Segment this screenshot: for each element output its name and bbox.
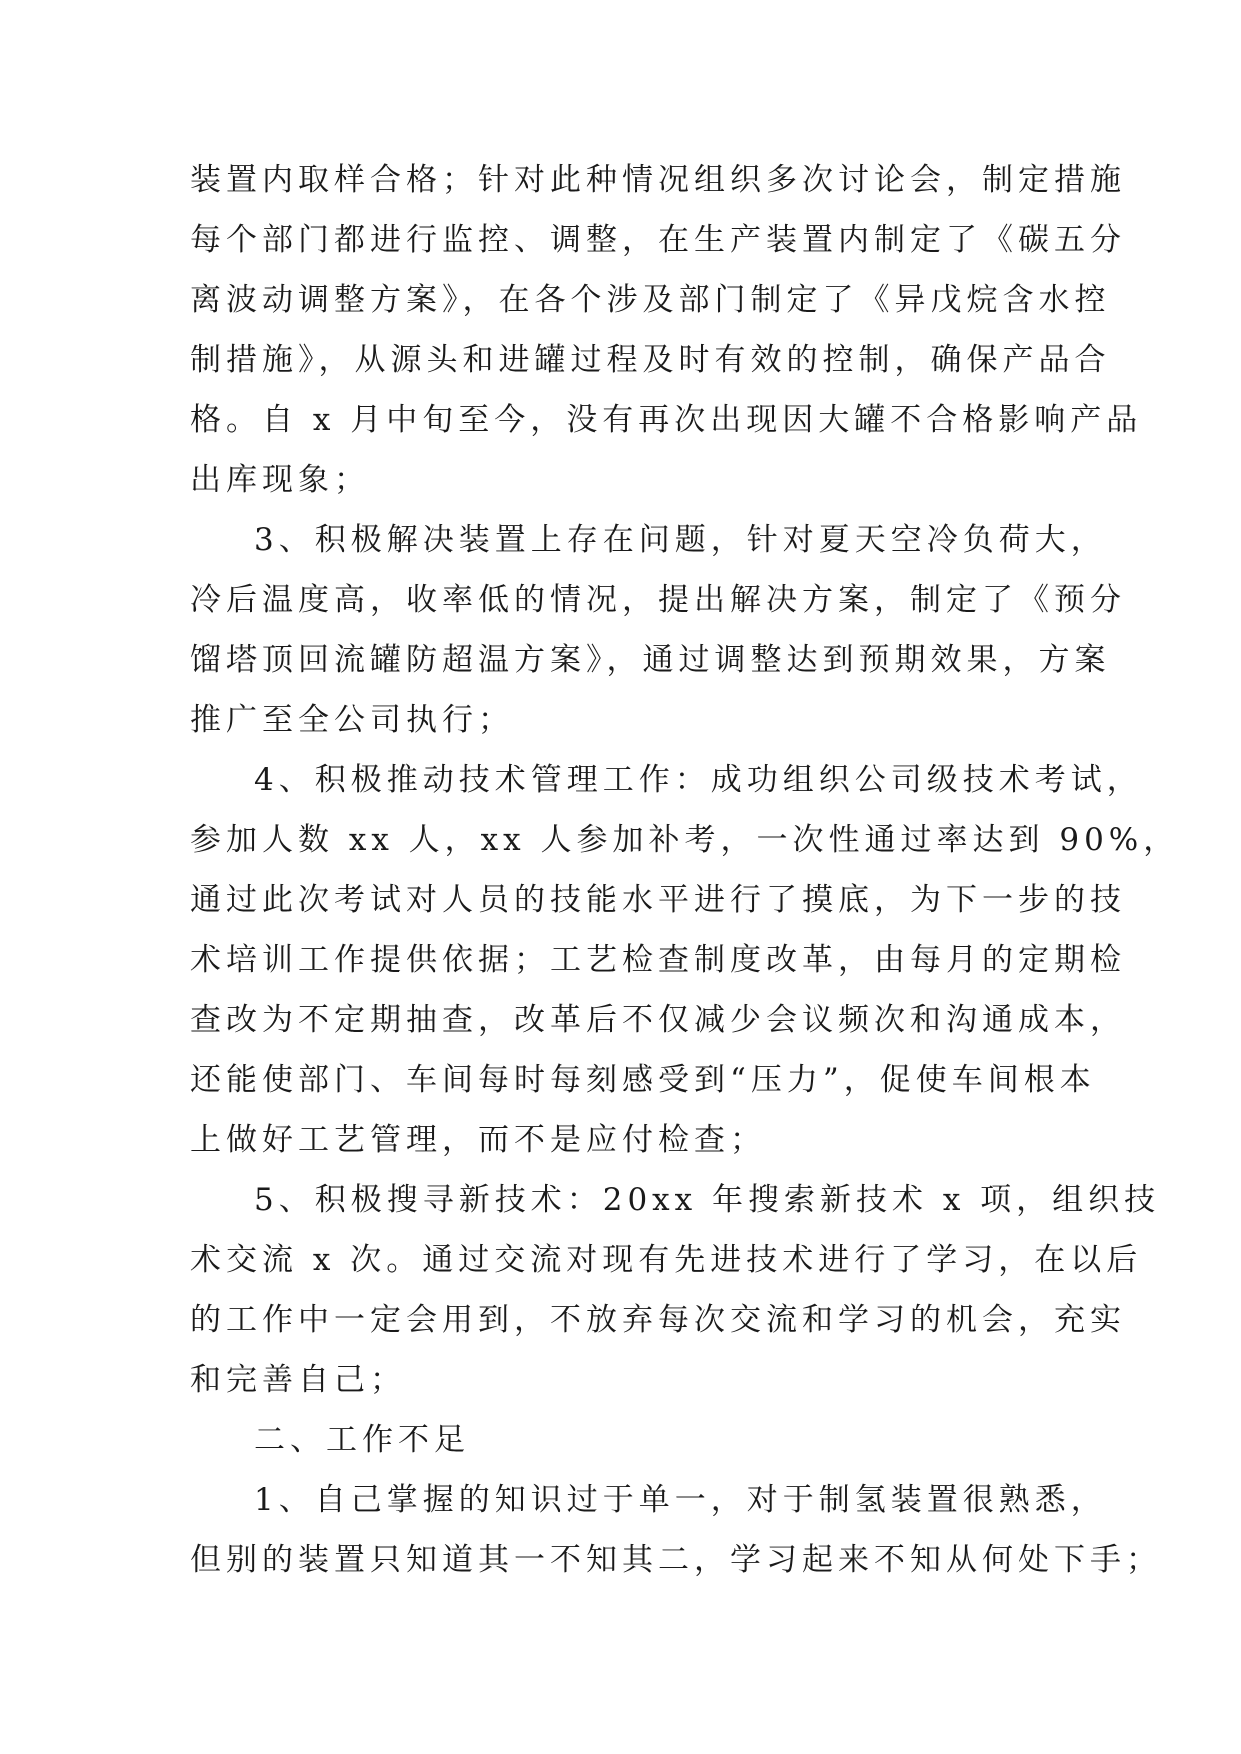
paragraph-start-line: 5、积极搜寻新技术：20xx 年搜索新技术 x 项，组织技 <box>254 1182 1161 1218</box>
text-line: 查改为不定期抽查，改革后不仅减少会议频次和沟通成本， <box>190 1002 1126 1038</box>
text-line: 制措施》，从源头和进罐过程及时有效的控制，确保产品合 <box>190 342 1111 378</box>
text-line: 上做好工艺管理，而不是应付检查； <box>190 1122 766 1158</box>
text-line: 每个部门都进行监控、调整，在生产装置内制定了《碳五分 <box>190 222 1126 258</box>
text-line: 通过此次考试对人员的技能水平进行了摸底，为下一步的技 <box>190 882 1126 918</box>
document-body <box>190 150 1180 1590</box>
text-line: 出库现象； <box>190 462 370 498</box>
text-line: 术培训工作提供依据；工艺检查制度改革，由每月的定期检 <box>190 942 1126 978</box>
section-heading: 二、工作不足 <box>254 1422 470 1458</box>
paragraph-start-line: 1、自己掌握的知识过于单一，对于制氢装置很熟悉， <box>254 1482 1107 1518</box>
text-line: 冷后温度高，收率低的情况，提出解决方案，制定了《预分 <box>190 582 1126 618</box>
text-line: 离波动调整方案》，在各个涉及部门制定了《异戊烷含水控 <box>190 282 1111 318</box>
paragraph-start-line: 4、积极推动技术管理工作：成功组织公司级技术考试， <box>254 762 1143 798</box>
text-line: 装置内取样合格；针对此种情况组织多次讨论会，制定措施 <box>190 162 1126 198</box>
text-line: 馏塔顶回流罐防超温方案》，通过调整达到预期效果，方案 <box>190 642 1111 678</box>
text-line: 推广至全公司执行； <box>190 702 514 738</box>
text-line: 术交流 x 次。通过交流对现有先进技术进行了学习，在以后 <box>190 1242 1143 1278</box>
text-line: 但别的装置只知道其一不知其二，学习起来不知从何处下手； <box>190 1542 1162 1578</box>
text-line: 和完善自己； <box>190 1362 406 1398</box>
text-line: 格。自 x 月中旬至今，没有再次出现因大罐不合格影响产品 <box>190 402 1143 438</box>
paragraph-start-line: 3、积极解决装置上存在问题，针对夏天空冷负荷大， <box>254 522 1107 558</box>
text-line: 的工作中一定会用到，不放弃每次交流和学习的机会，充实 <box>190 1302 1126 1338</box>
text-line: 参加人数 xx 人，xx 人参加补考，一次性通过率达到 90%， <box>190 822 1180 858</box>
text-line: 还能使部门、车间每时每刻感受到“压力”，促使车间根本 <box>190 1062 1096 1098</box>
